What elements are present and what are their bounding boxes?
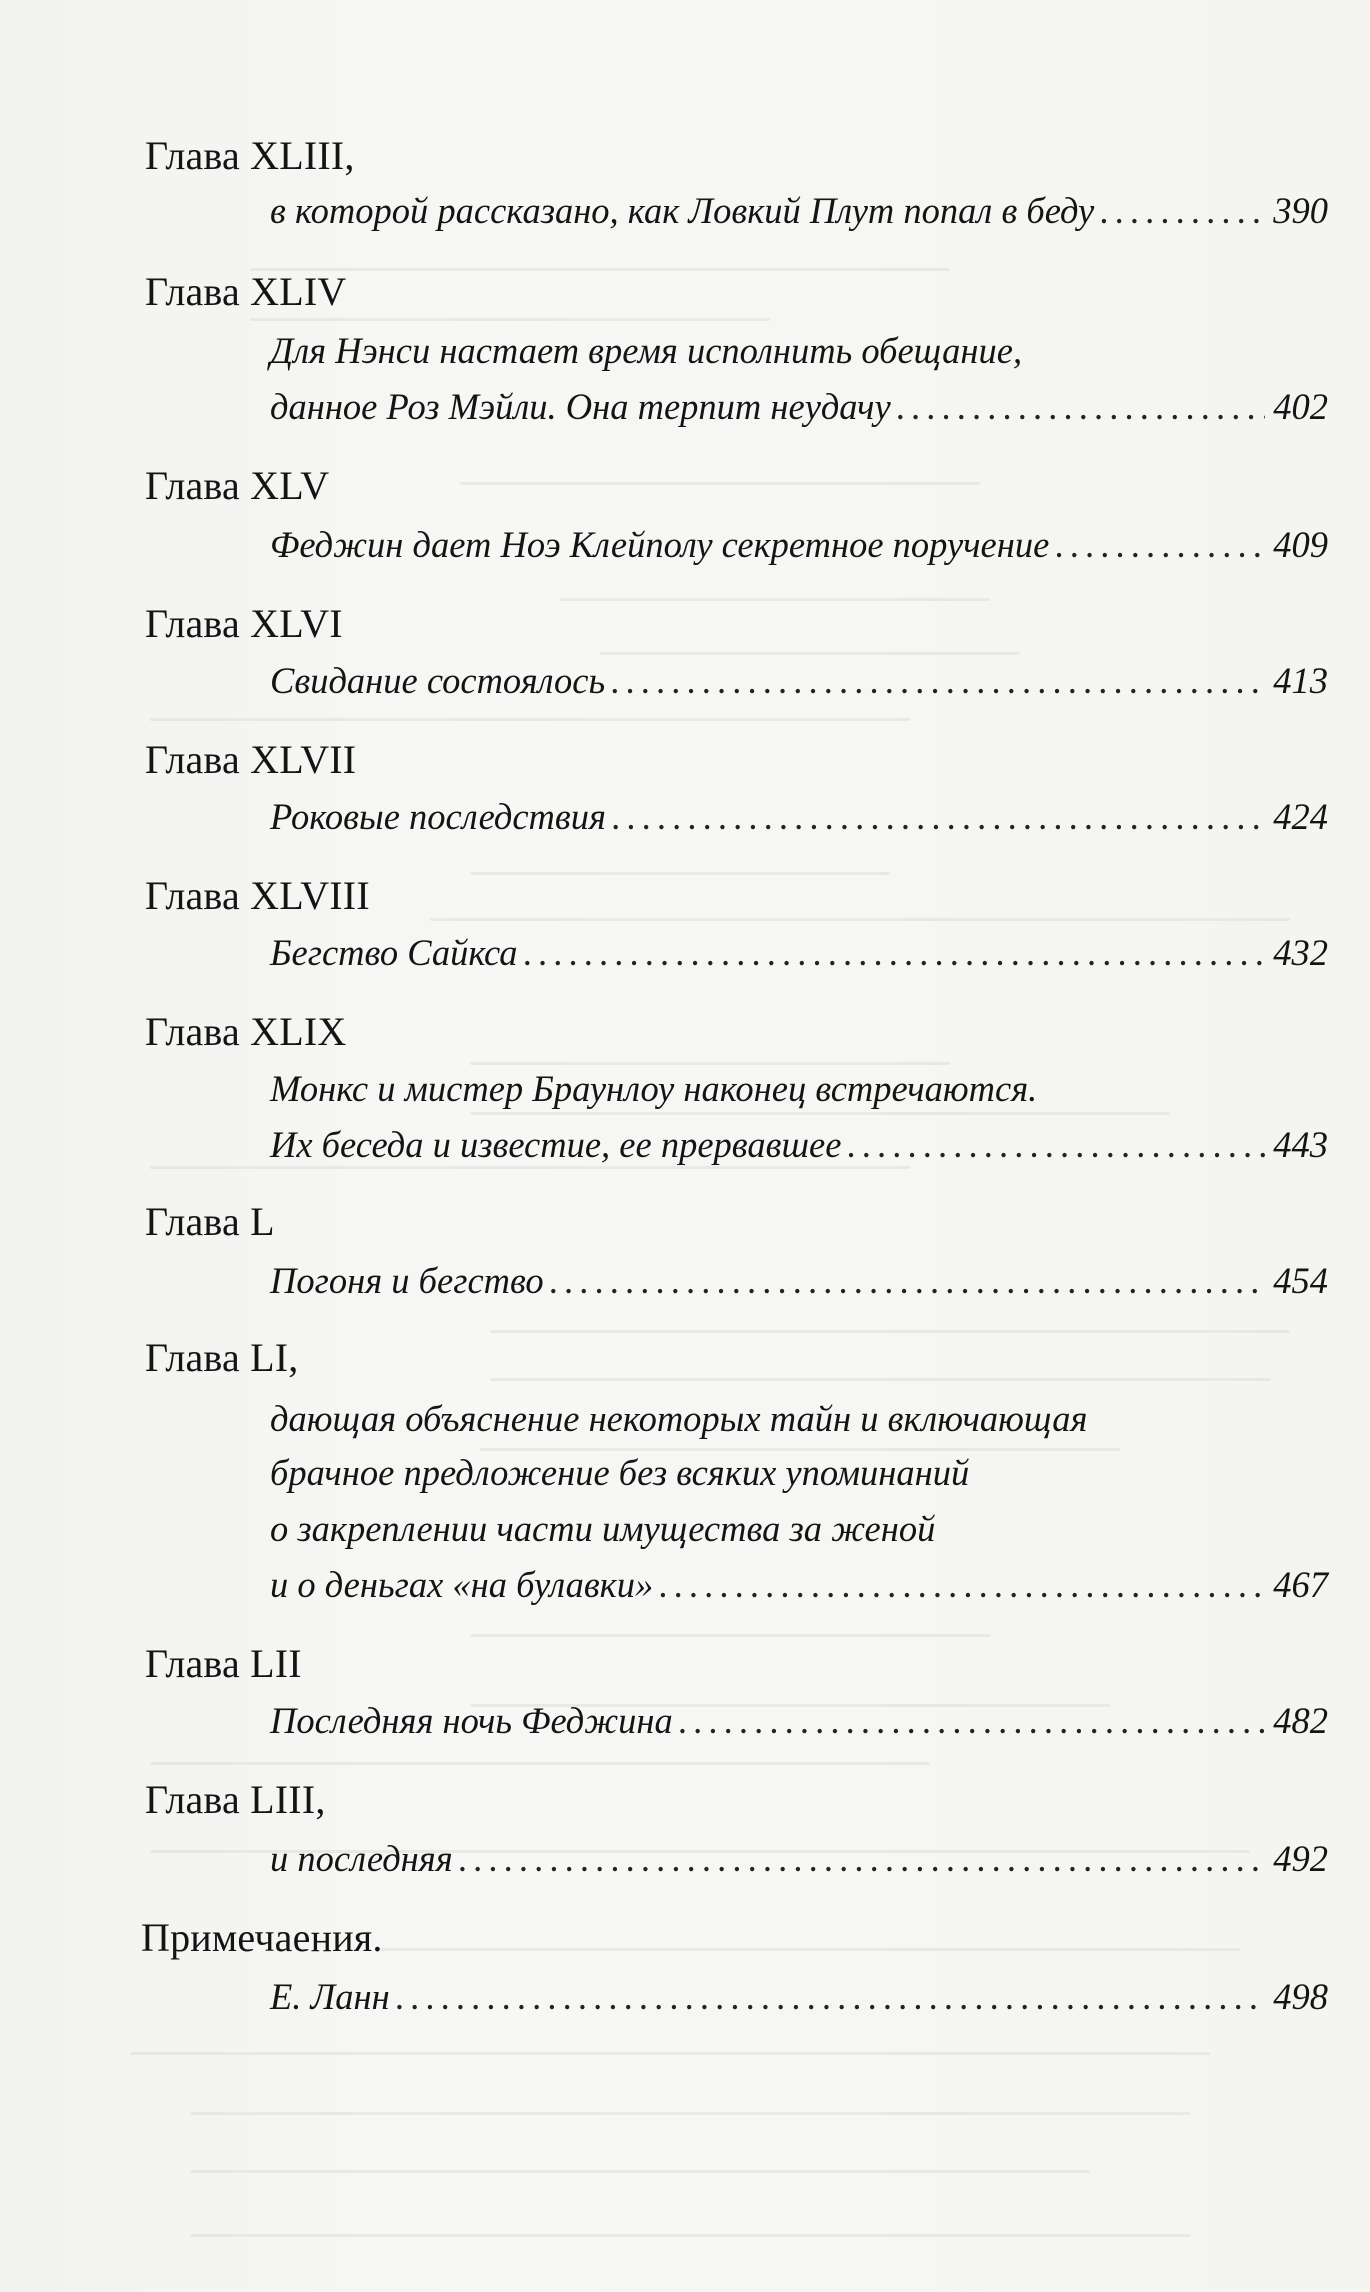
toc-line — [270, 1562, 1328, 1608]
chapter-description-line: Для Нэнси настает время исполнить обещание, — [270, 330, 1023, 371]
chapter-description: Последняя ночь Феджина — [270, 1700, 673, 1741]
chapter-heading: Глава LI, — [145, 1335, 299, 1380]
toc-line — [270, 384, 1328, 430]
page-number: 390 — [1273, 190, 1328, 231]
dot-leader — [1055, 522, 1265, 568]
chapter-heading: Глава XLVIII — [145, 873, 370, 918]
page-number: 454 — [1273, 1260, 1328, 1301]
dot-leader — [897, 384, 1266, 430]
chapter-heading: Глава XLIV — [145, 269, 347, 314]
chapter-description: и последняя — [270, 1838, 453, 1879]
dot-leader — [679, 1698, 1265, 1744]
chapter-description: Их беседа и известие, ее прервавшее — [270, 1124, 842, 1165]
page-number: 402 — [1273, 386, 1328, 427]
chapter-description: Свидание состоялось — [270, 660, 606, 701]
dot-leader — [396, 1974, 1266, 2020]
page-number: 482 — [1273, 1700, 1328, 1741]
toc-line — [270, 1974, 1328, 2020]
chapter-heading: Примечаения. — [141, 1915, 383, 1960]
chapter-heading: Глава XLIX — [145, 1009, 347, 1054]
dot-leader — [550, 1258, 1266, 1304]
dot-leader — [459, 1836, 1266, 1882]
page-number: 498 — [1273, 1976, 1328, 2017]
dot-leader — [612, 794, 1265, 840]
chapter-description: и о деньгах «на булавки» — [270, 1564, 654, 1605]
toc-line — [270, 522, 1328, 568]
chapter-heading: Глава XLVI — [145, 601, 343, 646]
page-number: 424 — [1273, 796, 1328, 837]
toc-line — [270, 188, 1328, 234]
dot-leader — [524, 930, 1266, 976]
page-number: 467 — [1273, 1564, 1328, 1605]
chapter-description: Погоня и бегство — [270, 1260, 544, 1301]
chapter-description-line: дающая объяснение некоторых тайн и включающая — [270, 1398, 1088, 1439]
chapter-description: Роковые последствия — [270, 796, 606, 837]
chapter-description: в которой рассказано, как Ловкий Плут попал в беду — [270, 190, 1095, 231]
chapter-description: Е. Ланн — [270, 1976, 390, 2017]
chapter-description-line: о закреплении части имущества за женой — [270, 1508, 936, 1549]
chapter-description-line: брачное предложение без всяких упоминаний — [270, 1452, 970, 1493]
chapter-description: данное Роз Мэйли. Она терпит неудачу — [270, 386, 891, 427]
dot-leader — [659, 1562, 1265, 1608]
toc-line — [270, 1698, 1328, 1744]
toc-line — [270, 1122, 1328, 1168]
dot-leader — [847, 1122, 1265, 1168]
chapter-heading: Глава XLIII, — [145, 133, 355, 178]
toc-line — [270, 930, 1328, 976]
chapter-heading: Глава LII — [145, 1641, 302, 1686]
page-number: 432 — [1273, 932, 1328, 973]
chapter-description: Бегство Сайкса — [270, 932, 518, 973]
chapter-heading: Глава L — [145, 1199, 275, 1244]
chapter-description: Феджин дает Ноэ Клейполу секретное поручение — [270, 524, 1050, 565]
dot-leader — [611, 658, 1265, 704]
page-number: 492 — [1273, 1838, 1328, 1879]
toc-line — [270, 1836, 1328, 1882]
chapter-heading: Глава XLVII — [145, 737, 357, 782]
page-number: 443 — [1273, 1124, 1328, 1165]
dot-leader — [1100, 188, 1265, 234]
toc-line — [270, 658, 1328, 704]
chapter-heading: Глава XLV — [145, 463, 330, 508]
toc-line — [270, 794, 1328, 840]
page-number: 413 — [1273, 660, 1328, 701]
toc-line — [270, 1258, 1328, 1304]
chapter-heading: Глава LIII, — [145, 1777, 326, 1822]
chapter-description-line: Монкс и мистер Браунлоу наконец встречаются. — [270, 1068, 1038, 1109]
page-number: 409 — [1273, 524, 1328, 565]
